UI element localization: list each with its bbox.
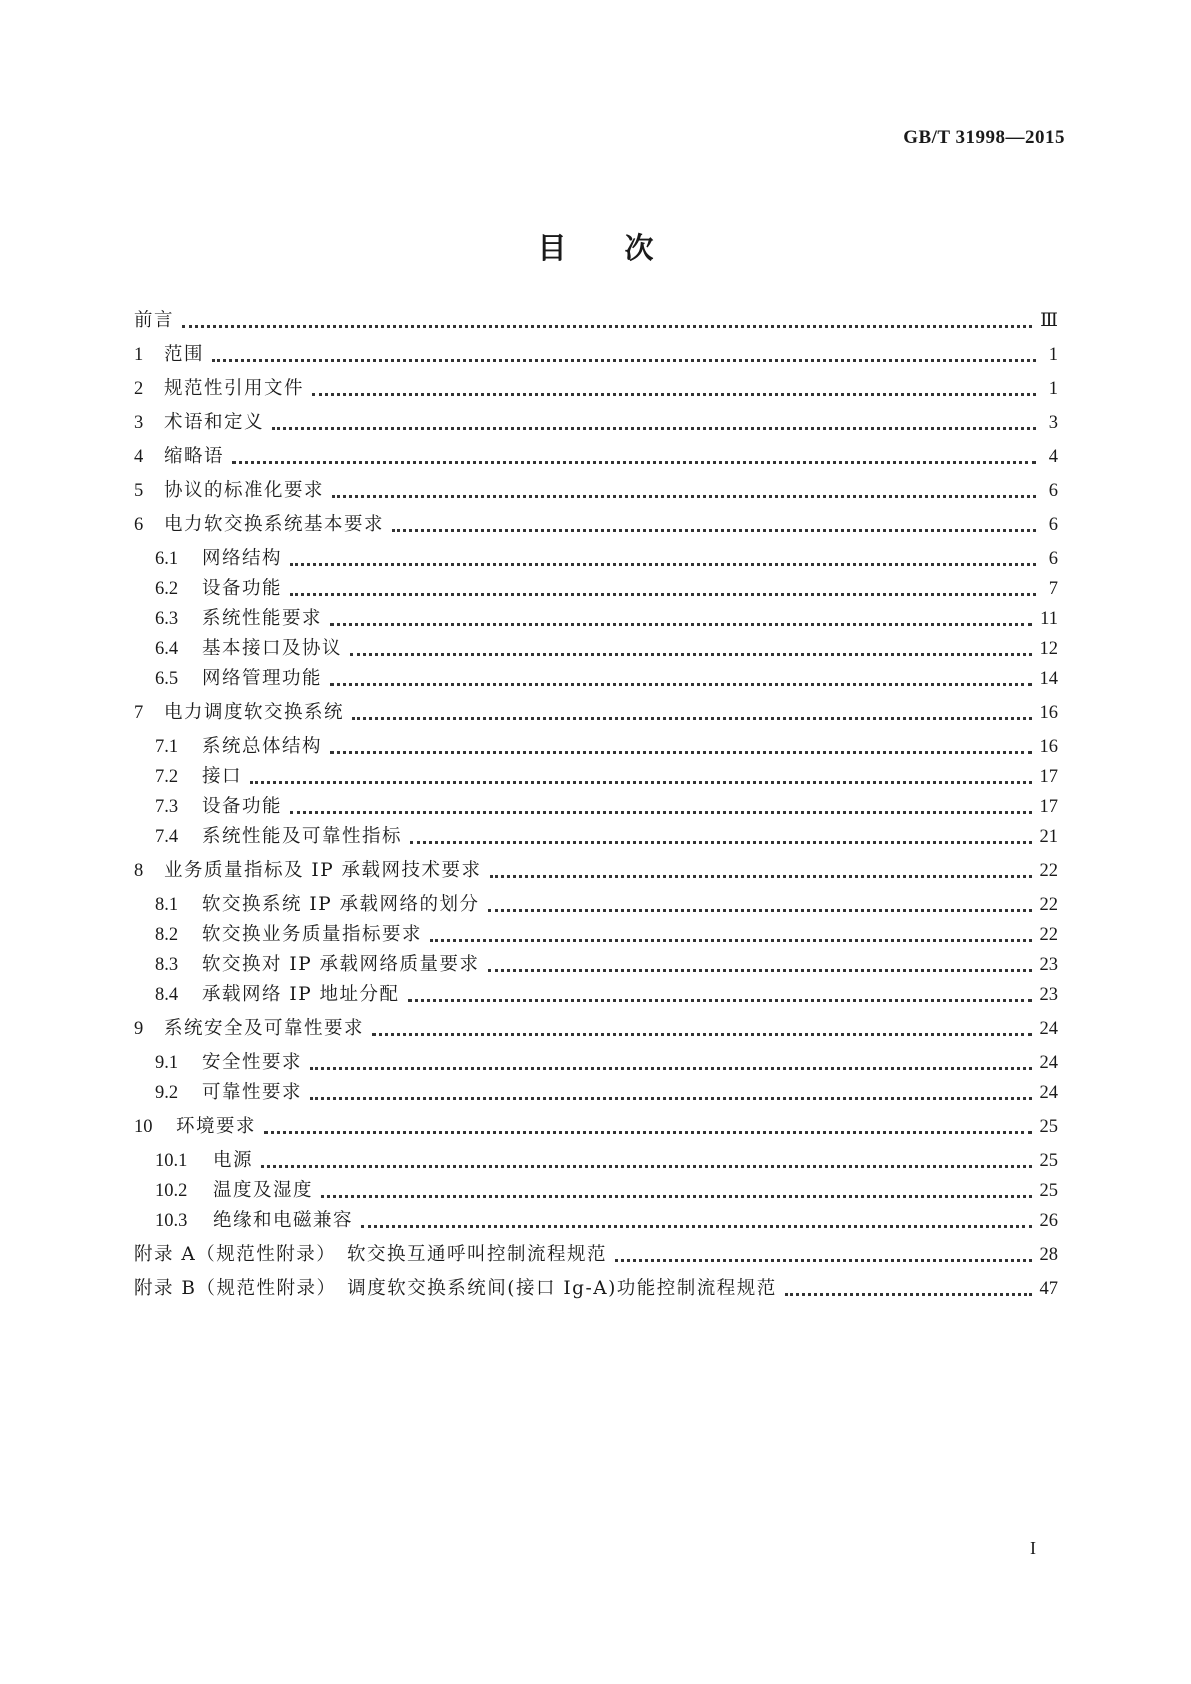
toc-entry-number: 10.2 — [155, 1181, 188, 1201]
toc-entry-label: 附录 A（规范性附录） 软交换互通呼叫控制流程规范 — [134, 1244, 607, 1265]
toc-leader — [488, 969, 1032, 972]
toc-entry-number: 10.1 — [155, 1151, 188, 1171]
toc-entry-page: 12 — [1039, 639, 1058, 659]
page-title: 目次 — [537, 231, 712, 265]
toc-entry-number: 6.4 — [155, 639, 179, 659]
toc-entry-number: 10 — [134, 1117, 153, 1137]
toc-entry-number: 9 — [134, 1019, 144, 1039]
toc-leader — [182, 325, 1032, 328]
toc-leader — [321, 1195, 1031, 1198]
toc-entry-number: 2 — [134, 379, 144, 399]
toc-entry-page: 11 — [1040, 609, 1058, 629]
toc-entry-page: 23 — [1039, 955, 1058, 975]
toc-subentry[interactable] — [155, 824, 1058, 850]
toc-leader — [330, 623, 1032, 626]
toc-subentry[interactable] — [155, 576, 1058, 602]
toc-entry-number: 6 — [134, 515, 144, 535]
toc-entry-number: 6.5 — [155, 669, 179, 689]
toc-subentry[interactable] — [155, 666, 1058, 692]
toc-entry-label: 前言 — [134, 310, 175, 331]
toc-leader — [272, 427, 1036, 430]
toc-entry-page: 17 — [1039, 767, 1058, 787]
toc-entry-label: 系统总体结构 — [202, 736, 323, 757]
toc-leader — [332, 495, 1036, 498]
toc-leader — [392, 529, 1036, 532]
toc-subentry[interactable] — [155, 734, 1058, 760]
toc-entry-label: 业务质量指标及 IP 承载网技术要求 — [164, 860, 482, 881]
toc-subentry[interactable] — [155, 606, 1058, 632]
toc-entry-number: 8.3 — [155, 955, 179, 975]
toc-entry-appendix-a[interactable] — [134, 1242, 1058, 1268]
toc-entry-number: 10.3 — [155, 1211, 188, 1231]
toc-leader — [250, 781, 1031, 784]
toc-entry-page: 6 — [1048, 549, 1058, 569]
page-number: I — [1030, 1538, 1036, 1558]
toc-leader — [290, 593, 1036, 596]
toc-leader — [232, 461, 1036, 464]
toc-leader — [261, 1165, 1031, 1168]
toc-entry-page: 1 — [1048, 345, 1058, 365]
toc-leader — [264, 1131, 1031, 1134]
toc-entry-number: 1 — [134, 345, 144, 365]
toc-leader — [212, 359, 1036, 362]
toc-entry-page: 6 — [1048, 515, 1058, 535]
toc-entry-label: 电力软交换系统基本要求 — [164, 514, 385, 535]
toc-entry-number: 6.1 — [155, 549, 179, 569]
toc-entry-page: 22 — [1039, 895, 1058, 915]
toc-subentry[interactable] — [155, 982, 1058, 1008]
toc-entry-number: 6.2 — [155, 579, 179, 599]
toc-leader — [290, 811, 1031, 814]
toc-leader — [488, 909, 1032, 912]
toc-entry[interactable] — [134, 444, 1058, 470]
toc-entry-number: 8.4 — [155, 985, 179, 1005]
toc-entry-label: 系统安全及可靠性要求 — [164, 1018, 365, 1039]
toc-entry-label: 术语和定义 — [164, 412, 265, 433]
toc-entry[interactable] — [134, 512, 1058, 538]
toc-leader — [490, 875, 1032, 878]
toc-entry-number: 7 — [134, 703, 144, 723]
toc-leader — [361, 1225, 1031, 1228]
toc-entry[interactable] — [134, 410, 1058, 436]
toc-entry-label: 电源 — [213, 1150, 254, 1171]
toc-leader — [410, 841, 1031, 844]
toc-entry-number: 8.2 — [155, 925, 179, 945]
toc-subentry[interactable] — [155, 892, 1058, 918]
toc-leader — [310, 1067, 1031, 1070]
toc-entry-page: 25 — [1039, 1181, 1058, 1201]
toc-entry-number: 3 — [134, 413, 144, 433]
toc-entry-page: 24 — [1039, 1083, 1058, 1103]
toc-entry-label: 环境要求 — [176, 1116, 257, 1137]
toc-entry-label: 温度及湿度 — [213, 1180, 314, 1201]
toc-subentry[interactable] — [155, 952, 1058, 978]
toc-subentry[interactable] — [155, 636, 1058, 662]
toc-entry-label: 软交换业务质量指标要求 — [202, 924, 423, 945]
toc-subentry[interactable] — [155, 1148, 1058, 1174]
toc-entry-page: 7 — [1048, 579, 1058, 599]
toc-entry-number: 8.1 — [155, 895, 179, 915]
toc-entry[interactable] — [134, 478, 1058, 504]
toc-entry-page: 26 — [1039, 1211, 1058, 1231]
toc-entry-page: 16 — [1039, 703, 1058, 723]
toc-entry-label: 安全性要求 — [202, 1052, 303, 1073]
toc-leader — [290, 563, 1036, 566]
toc-entry-page: 22 — [1039, 925, 1058, 945]
toc-entry-page: 6 — [1048, 481, 1058, 501]
toc-entry-number: 6.3 — [155, 609, 179, 629]
toc-entry-label: 软交换系统 IP 承载网络的划分 — [202, 894, 480, 915]
toc-entry-label: 设备功能 — [202, 796, 283, 817]
toc-leader — [330, 751, 1031, 754]
toc-entry-label: 范围 — [164, 344, 205, 365]
toc-entry-appendix-b[interactable] — [134, 1276, 1058, 1302]
toc-subentry[interactable] — [155, 1050, 1058, 1076]
toc-entry-number: 7.3 — [155, 797, 179, 817]
toc-entry-label: 网络结构 — [202, 548, 283, 569]
toc-entry-number: 7.1 — [155, 737, 179, 757]
toc-leader — [310, 1097, 1031, 1100]
toc-leader — [430, 939, 1031, 942]
toc-subentry[interactable] — [155, 546, 1058, 572]
toc-leader — [372, 1033, 1031, 1036]
toc-entry-label: 承载网络 IP 地址分配 — [202, 984, 400, 1005]
toc-leader — [312, 393, 1036, 396]
toc-leader — [350, 653, 1031, 656]
toc-entry-label: 电力调度软交换系统 — [164, 702, 345, 723]
toc-entry-page: 25 — [1039, 1117, 1058, 1137]
toc-entry-page: 16 — [1039, 737, 1058, 757]
toc-entry-number: 8 — [134, 861, 144, 881]
standard-code: GB/T 31998—2015 — [903, 127, 1065, 148]
toc-entry-label: 协议的标准化要求 — [164, 480, 325, 501]
toc-entry-label: 基本接口及协议 — [202, 638, 343, 659]
toc-subentry[interactable] — [155, 1080, 1058, 1106]
toc-entry-page: 1 — [1048, 379, 1058, 399]
toc-entry[interactable] — [134, 376, 1058, 402]
toc-entry-page: 23 — [1039, 985, 1058, 1005]
toc-entry-page: 47 — [1039, 1279, 1058, 1299]
toc-entry-page: 25 — [1039, 1151, 1058, 1171]
toc-entry[interactable] — [134, 1016, 1058, 1042]
toc-entry-page: 24 — [1039, 1019, 1058, 1039]
toc-entry-label: 设备功能 — [202, 578, 283, 599]
toc-entry[interactable] — [134, 1114, 1058, 1140]
toc-entry-page: 22 — [1039, 861, 1058, 881]
toc-entry-page: Ⅲ — [1040, 311, 1058, 331]
toc-entry[interactable] — [134, 700, 1058, 726]
toc-subentry[interactable] — [155, 794, 1058, 820]
toc-entry-number: 9.1 — [155, 1053, 179, 1073]
toc-entry-label: 缩略语 — [164, 446, 225, 467]
toc-entry-page: 4 — [1048, 447, 1058, 467]
toc-entry-number: 9.2 — [155, 1083, 179, 1103]
toc-entry-label: 网络管理功能 — [202, 668, 323, 689]
toc-entry[interactable] — [134, 858, 1058, 884]
toc-entry-number: 4 — [134, 447, 144, 467]
toc-leader — [615, 1259, 1032, 1262]
toc-entry-page: 14 — [1039, 669, 1058, 689]
toc-entry-page: 21 — [1039, 827, 1058, 847]
toc-subentry[interactable] — [155, 922, 1058, 948]
toc-subentry[interactable] — [155, 1208, 1058, 1234]
toc-entry-label: 规范性引用文件 — [164, 378, 305, 399]
toc-entry-number: 7.4 — [155, 827, 179, 847]
toc-leader — [785, 1293, 1032, 1296]
toc-entry-number: 5 — [134, 481, 144, 501]
toc-entry-label: 系统性能要求 — [202, 608, 323, 629]
toc-entry-label: 绝缘和电磁兼容 — [213, 1210, 354, 1231]
toc-entry-label: 附录 B（规范性附录） 调度软交换系统间(接口 Ig-A)功能控制流程规范 — [134, 1278, 777, 1299]
toc-entry-page: 17 — [1039, 797, 1058, 817]
toc-entry-number: 7.2 — [155, 767, 179, 787]
toc-subentry[interactable] — [155, 1178, 1058, 1204]
toc-leader — [408, 999, 1032, 1002]
toc-entry-page: 28 — [1039, 1245, 1058, 1265]
toc-entry-foreword[interactable] — [134, 308, 1058, 334]
toc-entry-label: 可靠性要求 — [202, 1082, 303, 1103]
toc-entry-page: 24 — [1039, 1053, 1058, 1073]
toc-leader — [352, 717, 1031, 720]
toc-entry-label: 系统性能及可靠性指标 — [202, 826, 403, 847]
toc-entry-page: 3 — [1048, 413, 1058, 433]
toc-entry-label: 软交换对 IP 承载网络质量要求 — [202, 954, 480, 975]
toc-entry-label: 接口 — [202, 766, 243, 787]
toc-leader — [330, 683, 1031, 686]
toc-subentry[interactable] — [155, 764, 1058, 790]
toc-entry[interactable] — [134, 342, 1058, 368]
